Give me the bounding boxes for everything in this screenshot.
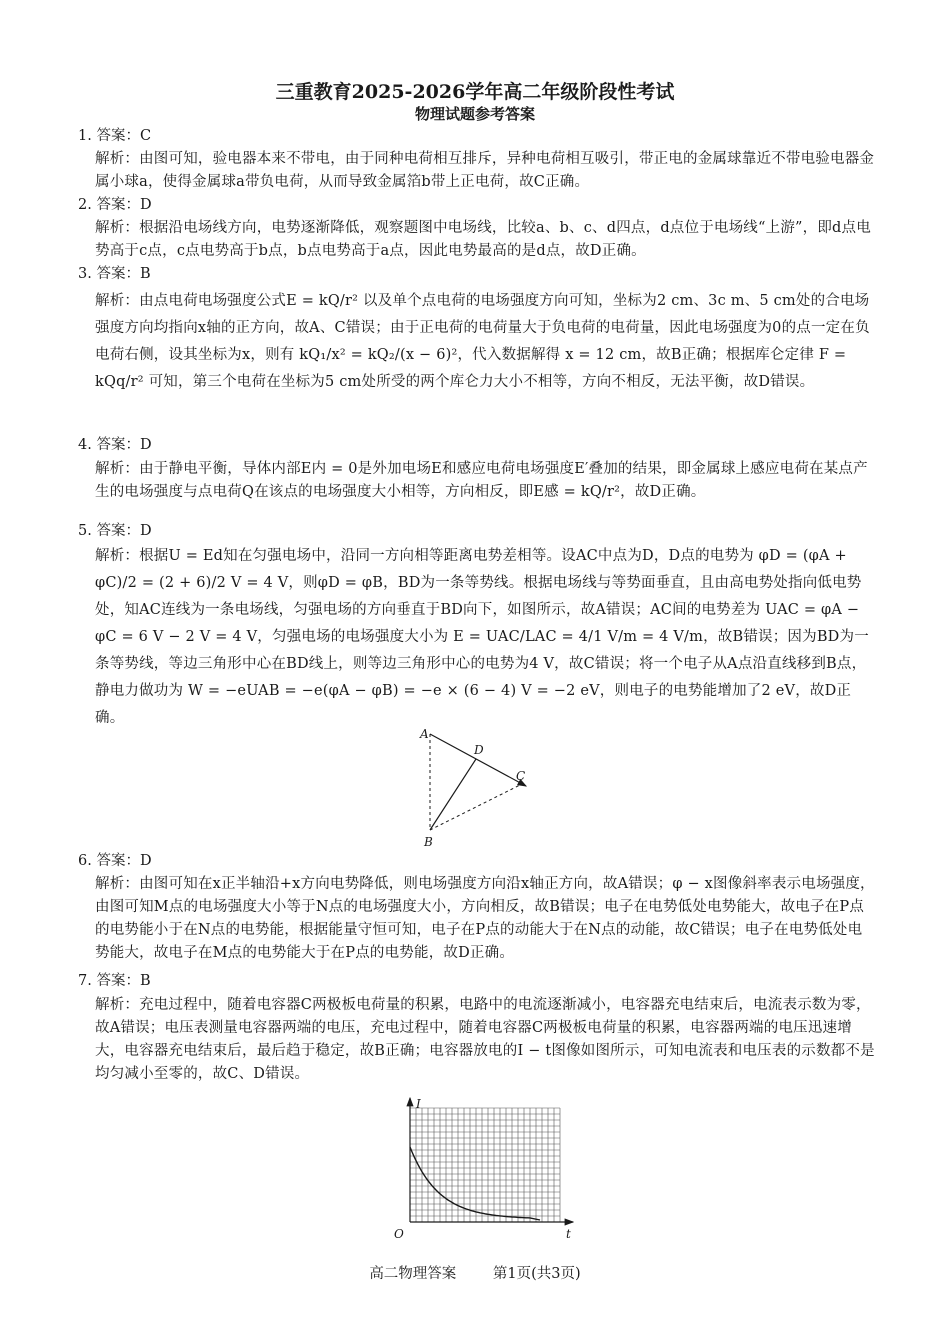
discharge-graph: [388, 1094, 588, 1244]
q5-analysis: 解析：根据U = Ed知在匀强电场中，沿同一方向相等距离电势差相等。设AC中点为D，D点的电势为 φD = (φA + φC)/2 = (2 + 6)/2 V = 4 V，则φD = φB，BD为一条等势线。根据电场线与等势面垂直，且由高电势处指向低电势处，知AC连线为一条电场线，匀强电场的方向垂直于BD向下，如图所示，故A错误；AC间的电势差为 UAC = φA − φC = 6 V − 2 V = 4 V，匀强电场的电场强度大小为 E = UAC/LAC = 4/1 V/m = 4 V/m，故B错误；因为BD为一条等势线，等边三角形中心在BD线上，则等边三角形中心的电势为4 V，故C错误；将一个电子从A点沿直线移到B点，静电力做功为 W = −eUAB = −e(φA − φB) = −e × (6 − 4) V = −2 eV，则电子的电势能增加了2 eV，故D正确。: [95, 548, 869, 726]
q3-analysis: 解析：由点电荷电场强度公式E = kQ/r² 以及单个点电荷的电场强度方向可知，坐标为2 cm、3c m、5 cm处的合电场强度方向均指向x轴的正方向，故A、C错误；由于正电荷的电荷量大于负电荷的电荷量，因此电场强度为0的点一定在负电荷右侧，设其坐标为x，则有 kQ₁/x² = kQ₂/(x − 6)²，代入数据解得 x = 12 cm，故B正确；根据库仑定律 F = kQq/r² 可知，第三个电荷在坐标为5 cm处所受的两个库仑力大小不相等，方向不相反，无法平衡，故D错误。: [95, 293, 870, 390]
q4-answer: 4. 答案：D: [78, 437, 152, 453]
q5-answer: 5. 答案：D: [78, 523, 152, 539]
triangle-figure: [410, 722, 540, 850]
label-b: B: [424, 835, 433, 849]
q1-answer: 1. 答案：C: [78, 128, 152, 144]
q6-analysis: 解析：由图可知在x正半轴沿+x方向电势降低，则电场强度方向沿x轴正方向，故A错误；φ − x图像斜率表示电场强度，由图可知M点的电场强度大小等于N点的电场强度大小，方向相反，故B错误；电子在电势低处电势能大，故电子在P点的电势能小于在N点的电势能，根据能量守恒可知，电子在P点的动能大于在N点的动能，故C错误；电子在电势低处电势能大，故电子在M点的电势能大于在P点的电势能，故D正确。: [95, 876, 875, 961]
q7-analysis: 解析：充电过程中，随着电容器C两极板电荷量的积累，电路中的电流逐渐减小，电容器充电结束后，电流表示数为零，故A错误；电压表测量电容器两端的电压，充电过程中，随着电容器C两极板电荷量的积累，电容器两端的电压迅速增大，电容器充电结束后，最后趋于稳定，故B正确；电容器放电的I − t图像如图所示，可知电流表和电压表的示数都不是均匀减小至零的，故C、D错误。: [95, 997, 875, 1082]
q1-analysis: 解析：由图可知，验电器本来不带电，由于同种电荷相互排斥，异种电荷相互吸引，带正电的金属球靠近不带电验电器金属小球a，使得金属球a带负电荷，从而导致金属箔b带上正电荷，故C正确。: [95, 151, 875, 190]
field-line-ac: [430, 734, 526, 786]
page-title: 三重教育2025-2026学年高二年级阶段性考试: [275, 81, 675, 103]
q4-analysis: 解析：由于静电平衡，导体内部E内 = 0是外加电场E和感应电荷电场强度E′叠加的结果，即金属球上感应电荷在某点产生的电场强度与点电荷Q在该点的电场强度大小相等，方向相反，即E感 = kQ/r²，故D正确。: [95, 461, 868, 500]
footer-subject: 高二物理答案: [369, 1266, 457, 1282]
graph-grid: [410, 1108, 560, 1222]
q6-answer: 6. 答案：D: [78, 853, 152, 869]
page-subtitle: 物理试题参考答案: [414, 105, 535, 123]
label-d: D: [474, 743, 484, 757]
footer-page-number: 第1页(共3页): [492, 1266, 581, 1282]
label-a: A: [420, 727, 429, 741]
discharge-curve: [410, 1147, 540, 1220]
y-axis-label: I: [416, 1097, 421, 1111]
q7-answer: 7. 答案：B: [78, 973, 151, 989]
q3-answer: 3. 答案：B: [78, 266, 151, 282]
q2-answer: 2. 答案：D: [78, 197, 152, 213]
origin-label: O: [394, 1227, 404, 1241]
equipotential-bd: [430, 759, 476, 830]
footer: [0, 1262, 950, 1283]
edge-bc: [430, 784, 522, 830]
label-c: C: [516, 769, 526, 783]
x-axis-label: t: [566, 1227, 571, 1241]
q2-analysis: 解析：根据沿电场线方向，电势逐渐降低，观察题图中电场线，比较a、b、c、d四点，d点位于电场线“上游”，即d点电势高于c点，c点电势高于b点，b点电势高于a点，因此电势最高的是d点，故D正确。: [95, 220, 871, 259]
